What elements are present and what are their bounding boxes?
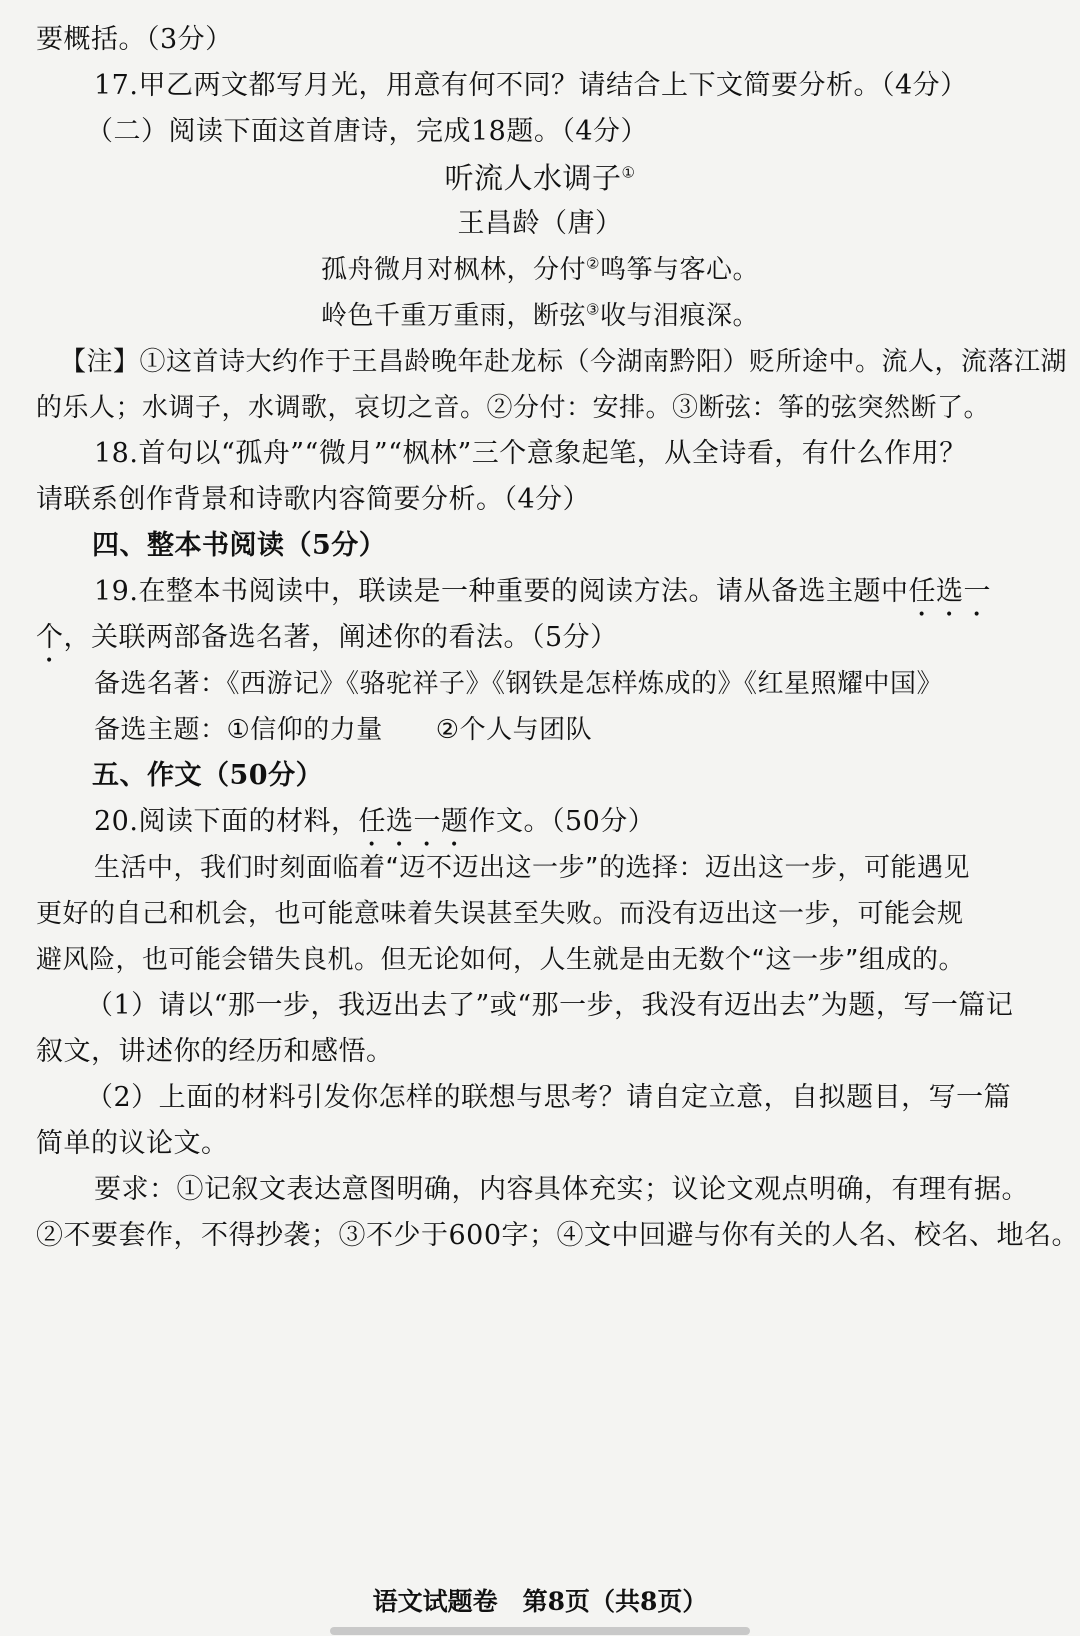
poem-line-2-part-a: 岭色千重万重雨，断弦 — [321, 301, 587, 331]
poem-line-2 — [0, 298, 1080, 334]
question-20-emphasis: 任选一题 — [358, 806, 469, 837]
question-19-line-1 — [94, 574, 991, 623]
poem-line-1-part-a: 孤舟微月对枫林，分付 — [321, 255, 587, 285]
poem-line-1-footnote-mark: ② — [586, 254, 600, 273]
question-19-emphasis-2: 个 — [36, 622, 64, 653]
question-19-line-2-text: ，关联两部备选名著，阐述你的看法。（5分） — [63, 622, 618, 653]
question-17: 17.甲乙两文都写月光，用意有何不同？请结合上下文简要分析。（4分） — [94, 70, 968, 101]
candidate-books: 备选名著：《西游记》《骆驼祥子》《钢铁是怎样炼成的》《红星照耀中国》 — [94, 669, 944, 699]
question-19-line-2 — [36, 620, 618, 669]
material-line-3: 避风险，也可能会错失良机。但无论如何，人生就是由无数个“这一步”组成的。 — [36, 945, 965, 975]
question-20 — [94, 804, 655, 853]
question-18-line-1: 18.首句以“孤舟”“微月”“枫林”三个意象起笔，从全诗看，有什么作用？ — [94, 438, 967, 469]
section-2-heading: （二）阅读下面这首唐诗，完成18题。（4分） — [86, 116, 649, 147]
poem-author: 王昌龄（唐） — [457, 208, 623, 239]
requirements-line-2: ②不要套作，不得抄袭；③不少于600字；④文中回避与你有关的人名、校名、地名。 — [36, 1220, 1080, 1251]
poem-line-1 — [0, 252, 1080, 288]
poem-title-footnote-mark: ① — [621, 163, 636, 182]
requirements-line-1: 要求：①记叙文表达意图明确，内容具体充实；议论文观点明确，有理有据。 — [94, 1174, 1029, 1205]
option-2-line-1: （2）上面的材料引发你怎样的联想与思考？请自定立意，自拟题目，写一篇 — [86, 1082, 1012, 1113]
poem-title — [0, 160, 1080, 196]
poem-line-2-footnote-mark: ③ — [586, 300, 600, 319]
question-19-emphasis-1: 任选一 — [908, 576, 991, 607]
candidate-topics: 备选主题：①信仰的力量 ②个人与团队 — [94, 715, 593, 745]
question-18-line-2: 请联系创作背景和诗歌内容简要分析。（4分） — [36, 484, 591, 515]
poem-line-1-part-b: 鸣筝与客心。 — [599, 255, 759, 285]
question-19-line-1-text: 19.在整本书阅读中，联读是一种重要的阅读方法。请从备选主题中 — [94, 576, 909, 607]
option-2-line-2: 简单的议论文。 — [36, 1128, 229, 1159]
poem-note-line-2: 的乐人；水调子，水调歌，哀切之音。②分付：安排。③断弦：筝的弦突然断了。 — [36, 393, 991, 423]
poem-line-2-part-b: 收与泪痕深。 — [599, 301, 759, 331]
poem-note-line-1: 【注】①这首诗大约作于王昌龄晚年赴龙标（今湖南黔阳）贬所途中。流人，流落江湖 — [60, 347, 1068, 377]
material-line-1: 生活中，我们时刻面临着“迈不迈出这一步”的选择：迈出这一步，可能遇见 — [94, 853, 970, 883]
section-5-heading: 五、作文（50分） — [92, 760, 324, 791]
section-4-heading: 四、整本书阅读（5分） — [92, 530, 387, 561]
page-footer: 语文试题卷 第8页（共8页） — [372, 1587, 708, 1616]
poem-title-text: 听流人水调子 — [444, 161, 622, 195]
question-20-text-a: 20.阅读下面的材料， — [94, 806, 359, 837]
option-1-line-1: （1）请以“那一步，我迈出去了”或“那一步，我没有迈出去”为题，写一篇记 — [86, 990, 1014, 1021]
home-indicator-bar[interactable] — [330, 1627, 750, 1635]
previous-question-tail: 要概括。（3分） — [36, 24, 233, 55]
material-line-2: 更好的自己和机会，也可能意味着失误甚至失败。而没有迈出这一步，可能会规 — [36, 899, 964, 929]
option-1-line-2: 叙文，讲述你的经历和感悟。 — [36, 1036, 394, 1067]
question-20-text-b: 作文。（50分） — [468, 806, 656, 837]
